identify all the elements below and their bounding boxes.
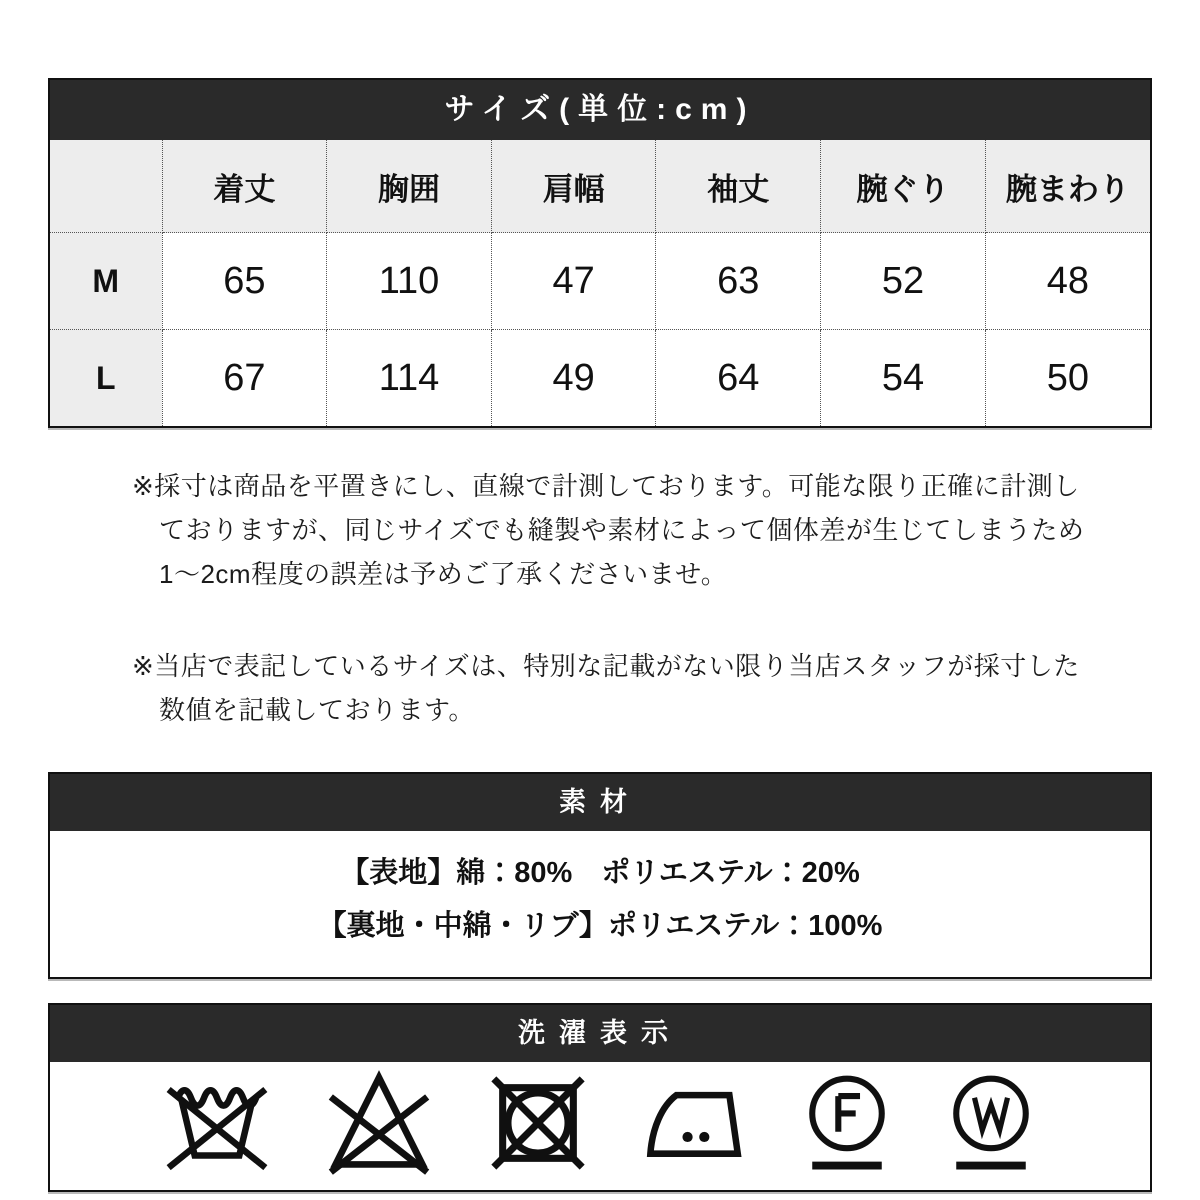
care-section-title: 洗濯表示 bbox=[50, 1005, 1150, 1062]
material-section-title: 素材 bbox=[50, 774, 1150, 831]
measurement-value: 48 bbox=[985, 233, 1150, 330]
measurement-value: 52 bbox=[821, 233, 986, 330]
iron-medium-heat-icon bbox=[639, 1070, 751, 1176]
size-table-header-row bbox=[50, 140, 1150, 233]
size-section-title: サイズ(単位:cm) bbox=[50, 80, 1150, 140]
column-header: 腕ぐり bbox=[821, 140, 986, 233]
note-line: ※当店で表記しているサイズは、特別な記載がない限り当店スタッフが採寸した bbox=[132, 651, 1080, 681]
table-row-size-m bbox=[50, 233, 1150, 330]
size-label: L bbox=[50, 330, 162, 427]
measurement-value: 50 bbox=[985, 330, 1150, 427]
care-section bbox=[48, 1003, 1152, 1192]
column-header: 腕まわり bbox=[985, 140, 1150, 233]
note-line: 数値を記載しております。 bbox=[159, 695, 475, 725]
column-header: 胸囲 bbox=[327, 140, 492, 233]
material-line-lining: 【裏地・中綿・リブ】ポリエステル：100% bbox=[317, 910, 883, 942]
staff-measured-note bbox=[132, 644, 1152, 732]
measurement-value: 49 bbox=[491, 330, 656, 427]
column-header: 袖丈 bbox=[656, 140, 821, 233]
measurement-disclaimer-note bbox=[132, 464, 1152, 596]
measurement-value: 67 bbox=[162, 330, 327, 427]
column-header: 着丈 bbox=[162, 140, 327, 233]
measurement-value: 110 bbox=[327, 233, 492, 330]
measurement-value: 114 bbox=[327, 330, 492, 427]
care-symbols-row bbox=[50, 1062, 1150, 1190]
material-body bbox=[50, 831, 1150, 977]
column-header: 肩幅 bbox=[491, 140, 656, 233]
table-row-size-l bbox=[50, 330, 1150, 427]
measurement-value: 54 bbox=[821, 330, 986, 427]
notes-block bbox=[132, 464, 1152, 732]
measurement-value: 65 bbox=[162, 233, 327, 330]
do-not-tumble-dry-icon bbox=[485, 1070, 591, 1176]
size-section bbox=[48, 78, 1152, 428]
wet-clean-w-icon bbox=[943, 1070, 1039, 1176]
measurement-value: 63 bbox=[656, 233, 821, 330]
measurement-value: 64 bbox=[656, 330, 821, 427]
note-line: ※採寸は商品を平置きにし、直線で計測しております。可能な限り正確に計測し bbox=[132, 471, 1080, 501]
size-table-corner-cell bbox=[50, 140, 162, 233]
dry-clean-f-icon bbox=[799, 1070, 895, 1176]
measurement-value: 47 bbox=[491, 233, 656, 330]
material-line-outer: 【表地】綿：80% ポリエステル：20% bbox=[340, 857, 860, 889]
do-not-wash-icon bbox=[161, 1070, 273, 1176]
note-line: 1〜2cm程度の誤差は予めご了承くださいませ。 bbox=[159, 559, 728, 589]
size-table bbox=[50, 140, 1150, 426]
material-section bbox=[48, 772, 1152, 979]
note-line: ておりますが、同じサイズでも縫製や素材によって個体差が生じてしまうため bbox=[159, 515, 1085, 545]
size-label: M bbox=[50, 233, 162, 330]
do-not-bleach-icon bbox=[321, 1070, 437, 1176]
